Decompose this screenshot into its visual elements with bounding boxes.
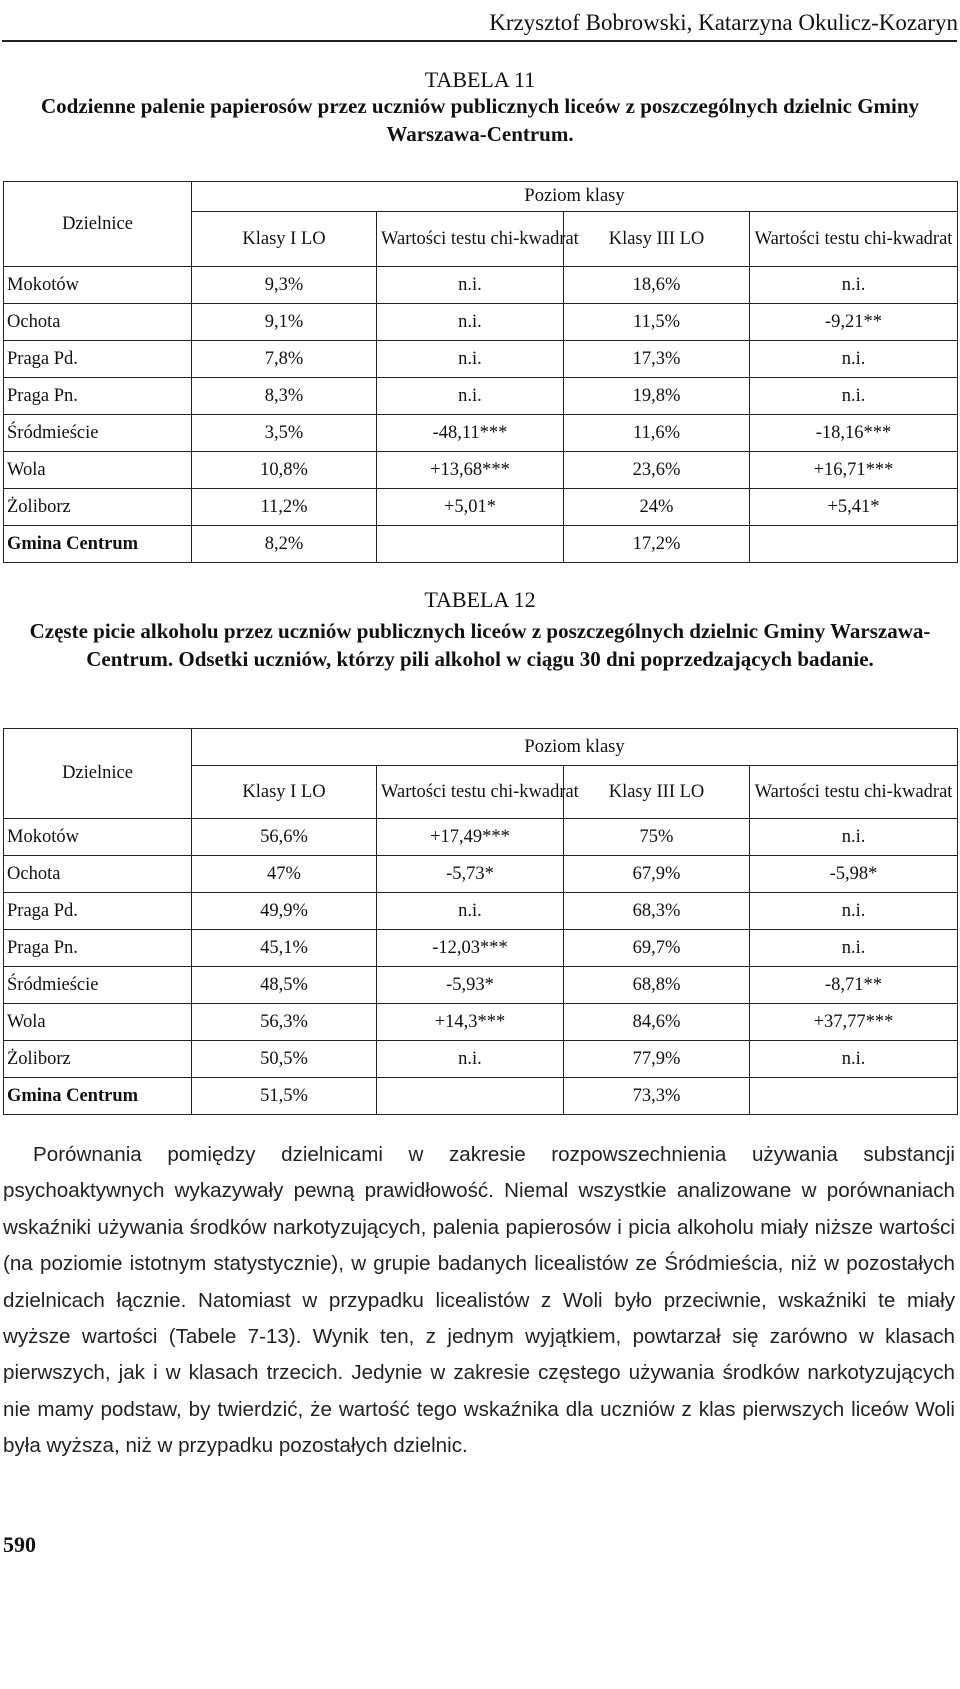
value-cell: n.i.: [750, 267, 958, 304]
value-cell: 56,3%: [192, 1004, 377, 1041]
value-cell: -48,11***: [377, 415, 564, 452]
value-cell: 77,9%: [564, 1041, 750, 1078]
value-cell: 50,5%: [192, 1041, 377, 1078]
value-cell: 10,8%: [192, 452, 377, 489]
value-cell: 9,3%: [192, 267, 377, 304]
value-cell: +14,3***: [377, 1004, 564, 1041]
table-12-number: TABELA 12: [424, 587, 536, 612]
value-cell: 69,7%: [564, 930, 750, 967]
table-row: [4, 819, 958, 856]
table-12: [3, 728, 958, 1115]
running-head: Krzysztof Bobrowski, Katarzyna Okulicz-Kozaryn: [489, 10, 958, 35]
value-cell: 47%: [192, 856, 377, 893]
table-11: [3, 181, 958, 563]
table-11-caption: Codzienne palenie papierosów przez uczniów publicznych liceów z poszczególnych dzielnic Gminy Warszawa-Centrum.: [40, 94, 920, 146]
value-cell: +37,77***: [750, 1004, 958, 1041]
district-cell: Praga Pn.: [4, 378, 192, 415]
table-row: [4, 489, 958, 526]
district-cell: Żoliborz: [4, 489, 192, 526]
value-cell: 51,5%: [192, 1078, 377, 1115]
table-row: [4, 341, 958, 378]
value-cell: 11,5%: [564, 304, 750, 341]
col-header: Klasy III LO: [564, 212, 750, 267]
value-cell: 17,2%: [564, 526, 750, 563]
value-cell: n.i.: [377, 378, 564, 415]
district-cell: Gmina Centrum: [4, 1078, 192, 1115]
value-cell: 19,8%: [564, 378, 750, 415]
col-header: Wartości testu chi-kwadrat: [377, 212, 564, 267]
value-cell: n.i.: [750, 893, 958, 930]
table-row: [4, 378, 958, 415]
district-cell: Śródmieście: [4, 967, 192, 1004]
value-cell: 67,9%: [564, 856, 750, 893]
value-cell: 18,6%: [564, 267, 750, 304]
value-cell: n.i.: [377, 341, 564, 378]
value-cell: 48,5%: [192, 967, 377, 1004]
col-header: Klasy III LO: [564, 766, 750, 819]
value-cell: -5,98*: [750, 856, 958, 893]
value-cell: n.i.: [750, 341, 958, 378]
value-cell: 75%: [564, 819, 750, 856]
page-number: 590: [3, 1532, 36, 1557]
value-cell: n.i.: [377, 1041, 564, 1078]
table-row: [4, 856, 958, 893]
value-cell: 49,9%: [192, 893, 377, 930]
class-level-header: Poziom klasy: [192, 729, 958, 766]
header-rule: [2, 40, 957, 42]
value-cell: -8,71**: [750, 967, 958, 1004]
table-row: [4, 267, 958, 304]
value-cell: 7,8%: [192, 341, 377, 378]
value-cell: -5,93*: [377, 967, 564, 1004]
table-12-caption: Częste picie alkoholu przez uczniów publicznych liceów z poszczególnych dzielnic Gminy Warszawa-Centrum. Odsetki uczniów, którzy pili alkohol w ciągu 30 dni poprzedzających badanie.: [29, 619, 931, 671]
value-cell: 3,5%: [192, 415, 377, 452]
table-row: [4, 452, 958, 489]
value-cell: n.i.: [750, 1041, 958, 1078]
district-cell: Praga Pd.: [4, 893, 192, 930]
class-level-header: Poziom klasy: [192, 182, 958, 212]
value-cell: n.i.: [750, 378, 958, 415]
district-cell: Wola: [4, 1004, 192, 1041]
value-cell: +16,71***: [750, 452, 958, 489]
table-row: [4, 1078, 958, 1115]
value-cell: 9,1%: [192, 304, 377, 341]
value-cell: 56,6%: [192, 819, 377, 856]
value-cell: -12,03***: [377, 930, 564, 967]
district-cell: Mokotów: [4, 819, 192, 856]
paragraph-text: Porównania pomiędzy dzielnicami w zakresie rozpowszechnienia używania substancji psychoaktywnych wykazywały pewną prawidłowość. Niemal wszystkie analizowane w porównaniach wskaźniki używania środków narkotyzujących, palenia papierosów i picia alkoholu miały niższe wartości (na poziomie istotnym statystycznie), w grupie badanych licealistów ze Śródmieścia, niż w pozostałych dzielnicach łącznie. Natomiast w przypadku licealistów z Woli było przeciwnie, wskaźniki te miały wyższe wartości (Tabele 7-13). Wynik ten, z jednym wyjątkiem, powtarzał się zarówno w klasach pierwszych, jak i w klasach trzecich. Jedynie w zakresie częstego używania środków narkotyzujących nie mamy podstaw, by twierdzić, że wartość tego wskaźnika dla uczniów z klas pierwszych liceów Woli była wyższa, niż w przypadku pozostałych dzielnic.: [3, 1143, 955, 1458]
value-cell: 68,8%: [564, 967, 750, 1004]
table-row: [4, 1041, 958, 1078]
value-cell: n.i.: [750, 819, 958, 856]
table-11-number: TABELA 11: [424, 67, 536, 92]
district-cell: Ochota: [4, 304, 192, 341]
value-cell: 8,3%: [192, 378, 377, 415]
value-cell: 73,3%: [564, 1078, 750, 1115]
value-cell: -9,21**: [750, 304, 958, 341]
district-cell: Wola: [4, 452, 192, 489]
value-cell: n.i.: [750, 930, 958, 967]
col-header: Klasy I LO: [192, 766, 377, 819]
table-row: [4, 893, 958, 930]
table-row: [4, 415, 958, 452]
value-cell: 11,2%: [192, 489, 377, 526]
value-cell: +13,68***: [377, 452, 564, 489]
district-cell: Ochota: [4, 856, 192, 893]
table-row: [4, 1004, 958, 1041]
value-cell: [377, 1078, 564, 1115]
district-cell: Śródmieście: [4, 415, 192, 452]
district-cell: Praga Pd.: [4, 341, 192, 378]
value-cell: +5,01*: [377, 489, 564, 526]
district-header: Dzielnice: [4, 182, 192, 267]
table-row: [4, 967, 958, 1004]
table-12-body: [4, 729, 958, 1115]
value-cell: 84,6%: [564, 1004, 750, 1041]
table-11-body: [4, 182, 958, 563]
district-header: Dzielnice: [4, 729, 192, 819]
district-cell: Praga Pn.: [4, 930, 192, 967]
value-cell: 45,1%: [192, 930, 377, 967]
table-row: [4, 930, 958, 967]
value-cell: 24%: [564, 489, 750, 526]
value-cell: n.i.: [377, 304, 564, 341]
value-cell: -5,73*: [377, 856, 564, 893]
value-cell: -18,16***: [750, 415, 958, 452]
col-header: Wartości testu chi-kwadrat: [750, 212, 958, 267]
value-cell: +17,49***: [377, 819, 564, 856]
col-header: Wartości testu chi-kwadrat: [750, 766, 958, 819]
value-cell: 17,3%: [564, 341, 750, 378]
value-cell: [750, 526, 958, 563]
value-cell: [750, 1078, 958, 1115]
value-cell: +5,41*: [750, 489, 958, 526]
value-cell: 23,6%: [564, 452, 750, 489]
body-paragraph: [3, 1137, 955, 1465]
table-row: [4, 526, 958, 563]
col-header: Klasy I LO: [192, 212, 377, 267]
district-cell: Żoliborz: [4, 1041, 192, 1078]
district-cell: Mokotów: [4, 267, 192, 304]
value-cell: n.i.: [377, 893, 564, 930]
district-cell: Gmina Centrum: [4, 526, 192, 563]
table-row: [4, 304, 958, 341]
col-header: Wartości testu chi-kwadrat: [377, 766, 564, 819]
value-cell: 68,3%: [564, 893, 750, 930]
value-cell: [377, 526, 564, 563]
value-cell: n.i.: [377, 267, 564, 304]
value-cell: 11,6%: [564, 415, 750, 452]
value-cell: 8,2%: [192, 526, 377, 563]
